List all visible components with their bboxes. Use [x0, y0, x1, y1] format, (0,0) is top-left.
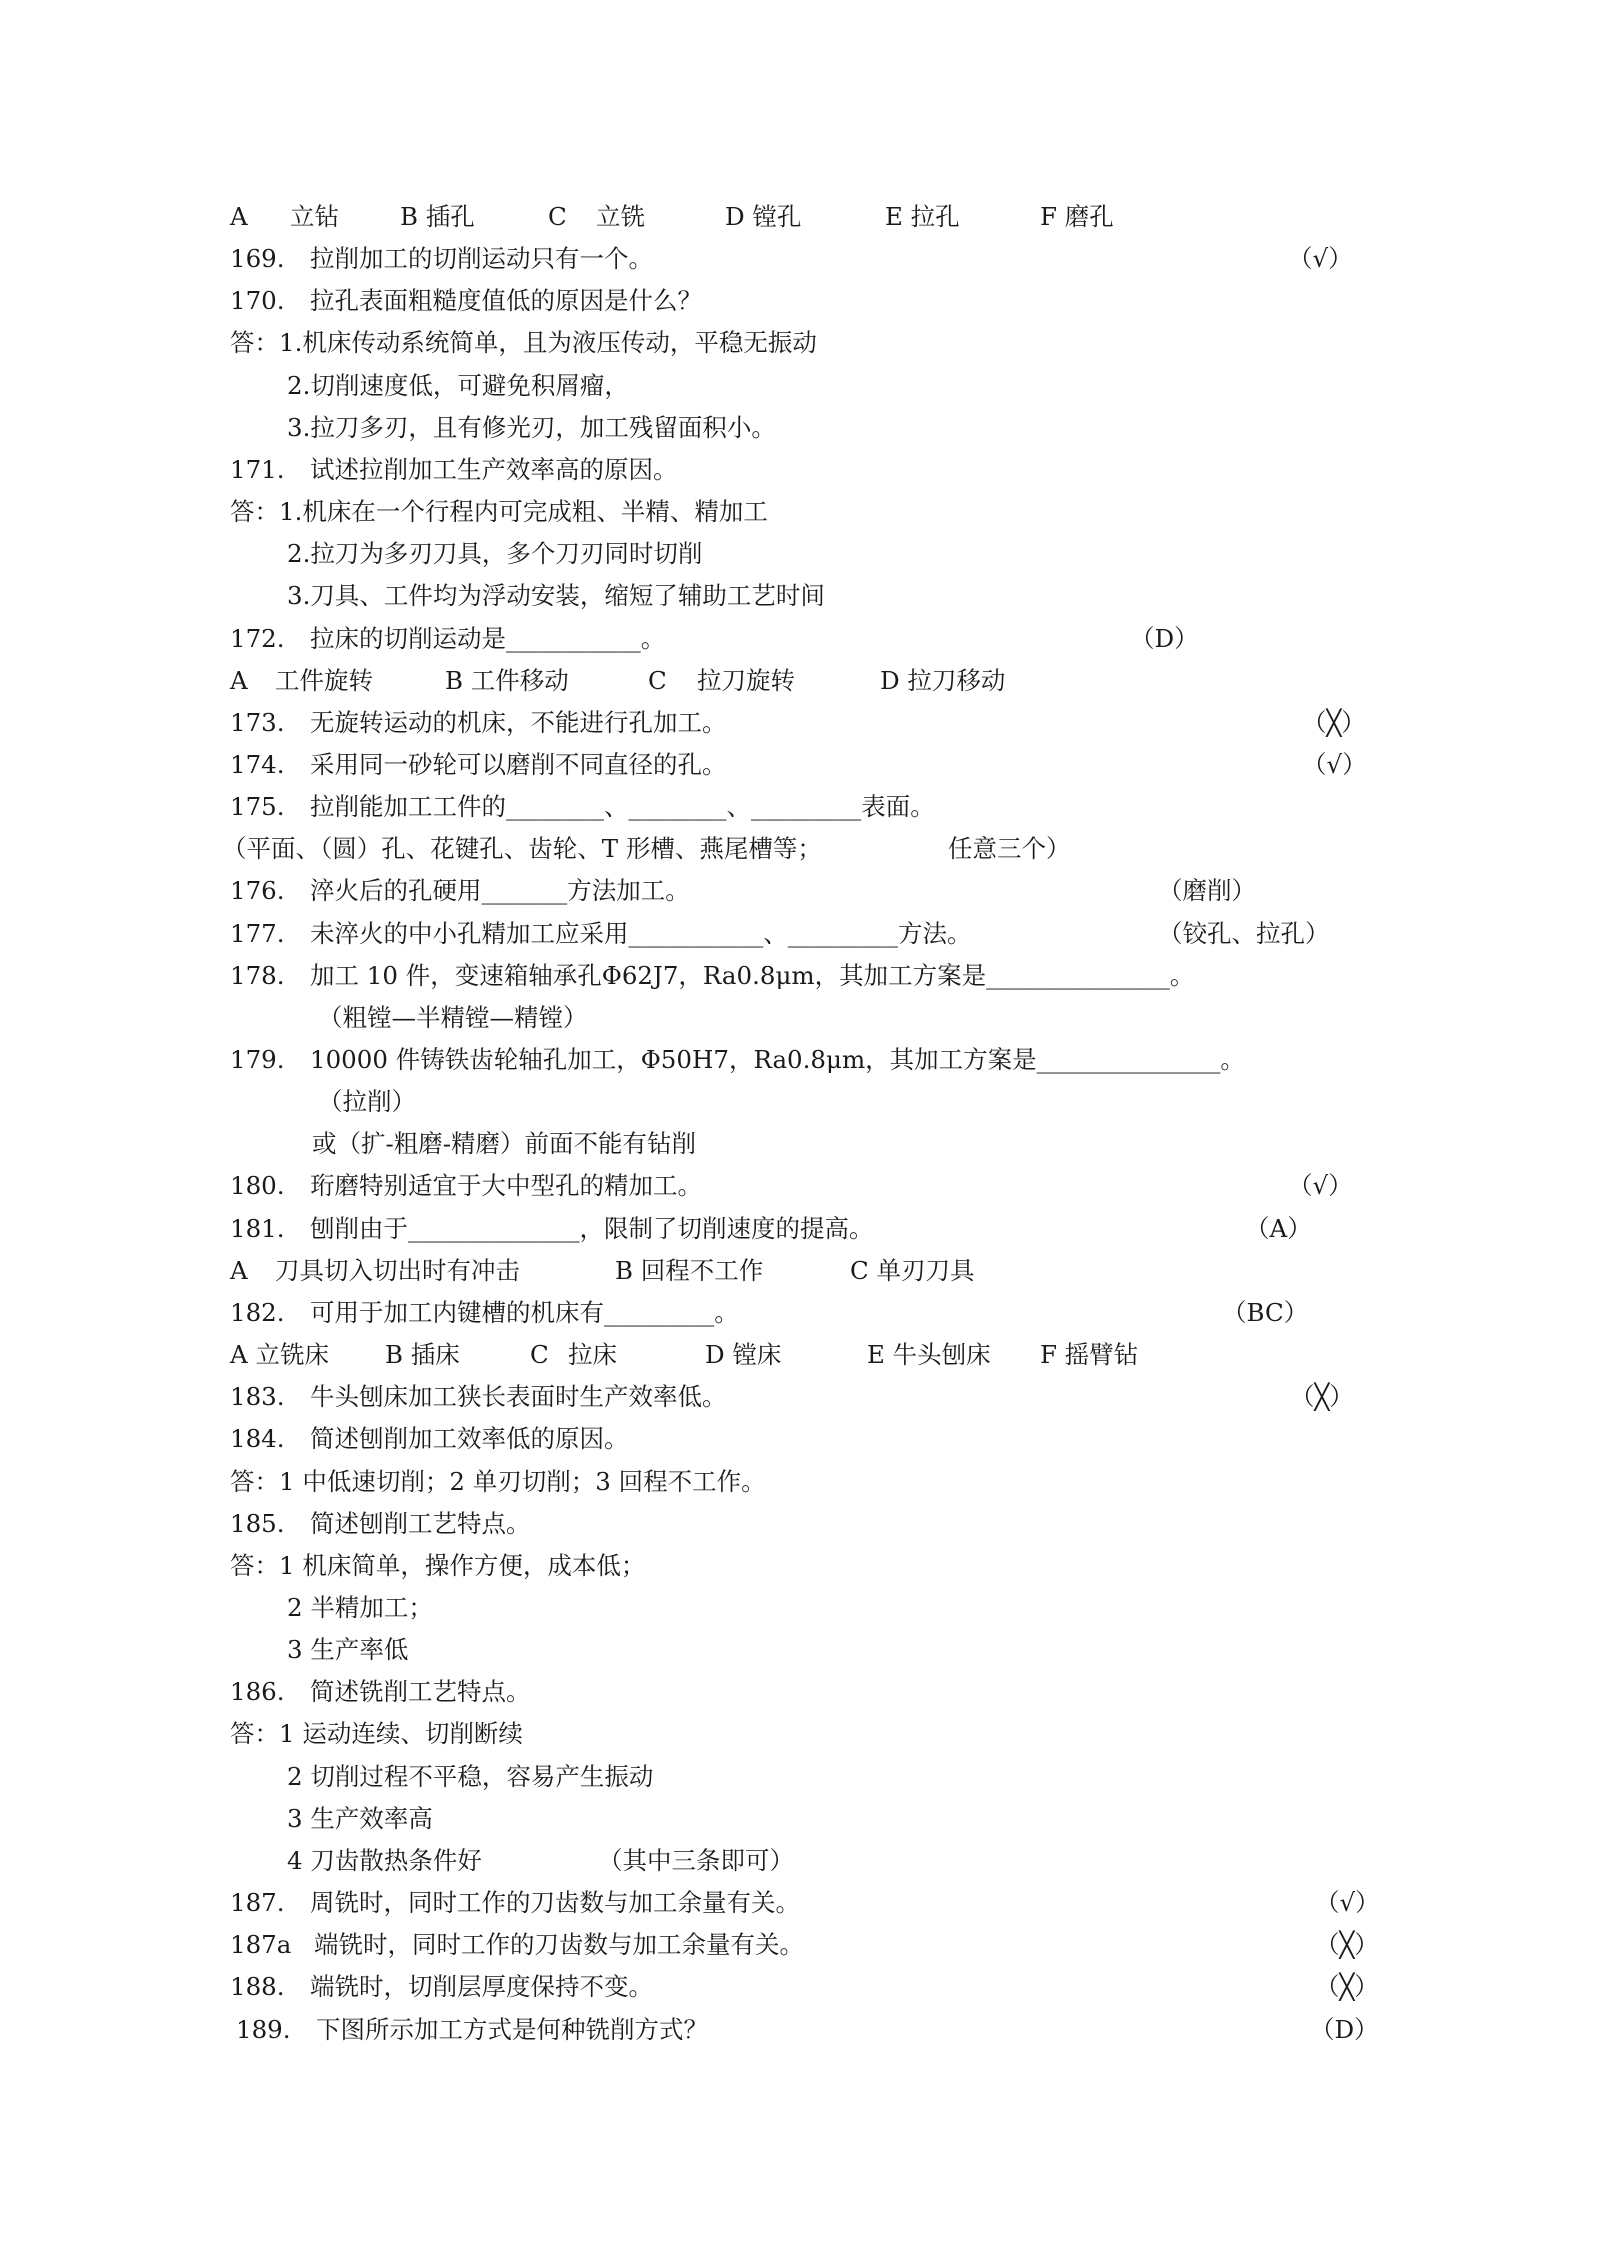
text-line: [0, 1840, 1598, 1882]
text-segment: D 镗床: [705, 1340, 782, 1369]
text-line: [0, 786, 1598, 828]
text-segment: E 拉孔: [885, 202, 960, 231]
text-segment: F 磨孔: [1040, 202, 1114, 231]
text-segment: 175.: [230, 792, 285, 822]
text-line: [0, 870, 1598, 912]
text-line: [0, 1334, 1598, 1376]
text-segment: （粗镗—半精镗—精镗）: [318, 1002, 588, 1032]
text-segment: C 单刃刀具: [850, 1255, 975, 1285]
text-segment: （╳）: [1315, 1972, 1379, 2002]
text-line: [0, 491, 1598, 533]
text-line: [0, 407, 1598, 449]
text-segment: 10000 件铸铁齿轮轴孔加工，Φ50H7，Ra0.8μm，其加工方案是_______________。: [310, 1045, 1245, 1074]
text-segment: （拉削）: [318, 1087, 416, 1117]
text-segment: 183.: [230, 1382, 285, 1412]
text-line: [0, 1250, 1598, 1292]
text-line: [0, 702, 1598, 744]
text-segment: 3.拉刀多刃，且有修光刃，加工残留面积小。: [287, 412, 776, 442]
text-line: [0, 533, 1598, 575]
text-line: [0, 280, 1598, 322]
text-segment: 简述铣削工艺特点。: [310, 1677, 531, 1707]
text-segment: 169.: [230, 244, 285, 274]
text-segment: （平面、（圆）孔、花键孔、齿轮、T 形槽、燕尾槽等；: [222, 834, 822, 864]
text-segment: 采用同一砂轮可以磨削不同直径的孔。: [310, 749, 727, 779]
text-segment: A: [230, 665, 248, 695]
text-segment: 简述刨削加工效率低的原因。: [310, 1424, 629, 1454]
text-line: [0, 828, 1598, 870]
text-segment: 3 生产效率高: [287, 1803, 433, 1833]
text-segment: E 牛头刨床: [867, 1340, 991, 1369]
text-line: [0, 1756, 1598, 1798]
text-segment: 179.: [230, 1045, 285, 1074]
text-segment: 无旋转运动的机床，不能进行孔加工。: [310, 707, 727, 737]
text-segment: 188.: [230, 1972, 285, 2002]
text-segment: （铰孔、拉孔）: [1158, 918, 1330, 948]
text-segment: （√）: [1315, 1888, 1380, 1917]
text-segment: 刀具切入切出时有冲击: [275, 1255, 520, 1285]
text-segment: 182.: [230, 1297, 285, 1327]
text-line: [0, 238, 1598, 280]
text-segment: （╳）: [1302, 707, 1366, 737]
text-line: [0, 1292, 1598, 1334]
text-segment: （╳）: [1290, 1382, 1354, 1412]
text-segment: 177.: [230, 918, 285, 948]
text-line: [0, 196, 1598, 238]
text-segment: 171.: [230, 454, 285, 484]
text-segment: 拉刀旋转: [697, 665, 795, 695]
text-line: [0, 1165, 1598, 1207]
text-segment: 4 刀齿散热条件好: [287, 1845, 482, 1875]
text-segment: 或（扩-粗磨-精磨）前面不能有钻削: [312, 1129, 697, 1159]
text-segment: B 插孔: [400, 202, 475, 231]
text-segment: 未淬火的中小孔精加工应采用___________、_________方法。: [310, 918, 972, 948]
text-segment: 187a: [230, 1930, 292, 1960]
text-segment: 刨削由于______________，限制了切削速度的提高。: [310, 1213, 874, 1243]
text-line: [0, 575, 1598, 617]
text-segment: 牛头刨床加工狭长表面时生产效率低。: [310, 1382, 727, 1412]
text-line: [0, 744, 1598, 786]
text-line: [0, 1966, 1598, 2008]
text-line: [0, 2009, 1598, 2051]
text-line: [0, 1671, 1598, 1713]
text-segment: 184.: [230, 1424, 285, 1454]
text-segment: 加工 10 件，变速箱轴承孔Φ62J7，Ra0.8μm，其加工方案是_______________。: [310, 960, 1195, 990]
text-segment: （√）: [1288, 244, 1353, 274]
text-segment: 拉削能加工工件的________、________、_________表面。: [310, 792, 935, 822]
text-segment: 答：1 中低速切削；2 单刃切削；3 回程不工作。: [230, 1466, 766, 1496]
text-line: [0, 1208, 1598, 1250]
text-segment: （√）: [1302, 749, 1367, 779]
text-segment: 拉床的切削运动是___________。: [310, 623, 666, 653]
text-line: [0, 1713, 1598, 1755]
text-segment: A: [230, 1255, 248, 1285]
text-segment: 工件旋转: [275, 665, 373, 695]
text-segment: B 工件移动: [445, 665, 569, 695]
text-segment: （D）: [1310, 2014, 1379, 2044]
text-line: [0, 1418, 1598, 1460]
text-segment: 立钻: [290, 202, 339, 231]
text-segment: 下图所示加工方式是何种铣削方式？: [316, 2014, 708, 2044]
text-segment: 答：1 运动连续、切削断续: [230, 1719, 523, 1749]
text-segment: 187.: [230, 1888, 285, 1917]
text-segment: （其中三条即可）: [598, 1845, 794, 1875]
text-line: [0, 997, 1598, 1039]
text-line: [0, 955, 1598, 997]
text-segment: 180.: [230, 1171, 285, 1201]
text-segment: （╳）: [1315, 1930, 1379, 1960]
text-segment: 174.: [230, 749, 285, 779]
text-line: [0, 365, 1598, 407]
text-segment: 185.: [230, 1508, 285, 1538]
text-segment: 2 半精加工；: [287, 1593, 433, 1622]
text-segment: 淬火后的孔硬用_______方法加工。: [310, 876, 690, 906]
text-segment: D 拉刀移动: [880, 665, 1006, 695]
text-segment: （√）: [1288, 1171, 1353, 1201]
text-segment: 端铣时，切削层厚度保持不变。: [310, 1972, 653, 2002]
text-segment: 3.刀具、工件均为浮动安装，缩短了辅助工艺时间: [287, 581, 825, 611]
text-line: [0, 1039, 1598, 1081]
text-line: [0, 913, 1598, 955]
text-line: [0, 449, 1598, 491]
text-segment: B 回程不工作: [615, 1255, 764, 1285]
text-segment: 2 切削过程不平稳，容易产生振动: [287, 1761, 654, 1791]
text-segment: 178.: [230, 960, 285, 990]
text-segment: （BC）: [1222, 1297, 1309, 1327]
text-line: [0, 1924, 1598, 1966]
text-segment: 181.: [230, 1213, 285, 1243]
text-line: [0, 1545, 1598, 1587]
text-segment: C: [648, 665, 667, 695]
text-line: [0, 1629, 1598, 1671]
text-segment: （D）: [1130, 623, 1199, 653]
text-segment: A: [230, 202, 248, 231]
text-segment: 189.: [236, 2014, 291, 2044]
text-segment: B 插床: [385, 1340, 460, 1369]
text-segment: 立铣: [596, 202, 645, 231]
text-segment: 186.: [230, 1677, 285, 1707]
text-segment: C: [548, 202, 567, 231]
text-segment: 172.: [230, 623, 285, 653]
text-line: [0, 322, 1598, 364]
text-segment: D 镗孔: [725, 202, 802, 231]
text-line: [0, 1587, 1598, 1629]
text-segment: 答：1 机床简单，操作方便，成本低；: [230, 1550, 646, 1580]
text-segment: F 摇臂钻: [1040, 1340, 1139, 1369]
text-segment: 3 生产率低: [287, 1635, 409, 1665]
text-line: [0, 1123, 1598, 1165]
text-segment: 珩磨特别适宜于大中型孔的精加工。: [310, 1171, 702, 1201]
text-line: [0, 660, 1598, 702]
text-line: [0, 1882, 1598, 1924]
text-segment: 173.: [230, 707, 285, 737]
text-line: [0, 1081, 1598, 1123]
text-segment: 2.拉刀为多刃刀具，多个刀刃同时切削: [287, 539, 703, 569]
text-segment: 周铣时，同时工作的刀齿数与加工余量有关。: [310, 1888, 800, 1917]
text-line: [0, 618, 1598, 660]
text-segment: 176.: [230, 876, 285, 906]
text-segment: 任意三个）: [948, 834, 1071, 864]
text-segment: （磨削）: [1158, 876, 1256, 906]
text-segment: C: [530, 1340, 549, 1369]
text-segment: 简述刨削工艺特点。: [310, 1508, 531, 1538]
text-segment: 拉孔表面粗糙度值低的原因是什么？: [310, 286, 702, 316]
text-segment: 端铣时，同时工作的刀齿数与加工余量有关。: [314, 1930, 804, 1960]
text-line: [0, 1503, 1598, 1545]
text-segment: 试述拉削加工生产效率高的原因。: [310, 454, 678, 484]
text-line: [0, 1461, 1598, 1503]
text-line: [0, 1798, 1598, 1840]
text-segment: 2.切削速度低，可避免积屑瘤，: [287, 370, 629, 400]
text-segment: 170.: [230, 286, 285, 316]
text-segment: 可用于加工内键槽的机床有_________。: [310, 1297, 739, 1327]
text-segment: 答：1.机床传动系统简单，且为液压传动，平稳无振动: [230, 328, 817, 358]
text-segment: （A）: [1245, 1213, 1312, 1243]
text-segment: A 立铣床: [230, 1340, 329, 1369]
text-line: [0, 1376, 1598, 1418]
text-segment: 答：1.机床在一个行程内可完成粗、半精、精加工: [230, 497, 768, 527]
text-segment: 拉床: [568, 1340, 617, 1369]
text-segment: 拉削加工的切削运动只有一个。: [310, 244, 653, 274]
